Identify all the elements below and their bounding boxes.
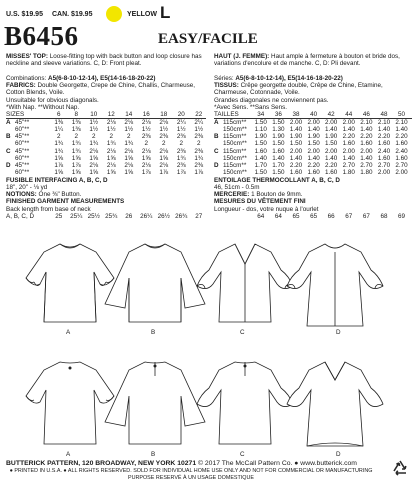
yardage-cell: 1.50 [254,169,267,177]
table-row [214,155,410,162]
yardage-cell: 1.60 [325,169,338,177]
english-description [6,53,206,67]
french-combinations-text: A5(6-8-10-12-14), E5(14-16-18-20-22) [235,75,343,82]
fabric-width: 115cm** [223,161,247,169]
back-length-cell: 26¾ [175,213,188,220]
yardage-cell: 1⅞ [141,169,151,177]
back-length-cell: 65 [310,213,318,220]
yardage-cell: 2.40 [377,147,391,155]
yardage-cell: 2.00 [360,147,373,155]
front-label-a: A [66,329,71,336]
english-back-length-values [50,213,208,220]
yardage-cell: 1.40 [360,154,373,162]
table-row [214,162,410,169]
size-cell: 42 [327,111,335,118]
english-combinations-text: A5(6-8-10-12-14), E5(14-16-18-20-22) [48,75,156,82]
size-cell: 10 [90,111,98,118]
size-cell: 22 [195,111,203,118]
size-cell: 50 [398,111,406,118]
recycle-icon [390,459,410,479]
yardage-cell: 2⅛ [159,147,169,155]
footer-copyright: © 2017 The McCall Pattern Co. ● www.butterick.com [198,460,357,467]
yardage-cell: 1.40 [377,126,391,134]
english-back-length-label: Back length from base of neck [6,206,91,213]
view-letter [6,155,15,162]
yardage-cell: 1½ [141,126,151,134]
yardage-cell: 2.20 [325,161,338,169]
french-back-length-values [252,213,410,220]
french-fabrics-label: TISSUS: [214,82,239,89]
yardage-cell: 1⅞ [54,161,64,169]
french-notions-label: MERCERIE: [214,191,250,198]
yardage-cell: 2.10 [377,119,391,126]
table-row [6,126,208,133]
fabric-width: 150cm** [223,140,247,148]
table-row [6,140,208,147]
back-length-cell: 67 [345,213,353,220]
yellow-color-dot [106,6,122,22]
fabric-width: 150cm** [223,154,247,162]
yardage-cell: 2⅜ [176,161,186,169]
yardage-cell: 2¼ [176,119,186,126]
yardage-cell: 1¾ [89,140,99,148]
yardage-cell: 1⅝ [71,169,81,177]
yardage-cell: 2.00 [342,119,355,126]
yardage-cell: 1.70 [272,161,285,169]
yardage-cell: 1.90 [325,133,338,141]
yardage-cell: 1⅞ [71,161,81,169]
french-metrage-table [214,119,410,176]
table-row [214,126,410,133]
yardage-cell: 1⅝ [89,169,99,177]
yardage-cell: 2 [109,133,113,141]
english-interfacing-text: 18", 20" - ⅛ yd [6,184,48,191]
view-letter [214,140,223,147]
yardage-cell: 2.70 [395,161,408,169]
yardage-cell: 2¼ [194,119,204,126]
yardage-cell: 2 [179,140,183,148]
yardage-cell: 1⅝ [124,154,134,162]
fabric-width: 45"** [15,147,30,155]
yardage-cell: 2⅜ [194,147,204,155]
english-notions-text: One ⅜" Button. [38,191,82,198]
view-letter [6,140,15,147]
back-length-cell: 25¾ [105,213,118,220]
view-letter: A [214,119,219,126]
yardage-cell: 2.00 [377,169,391,177]
yardage-cell: 2⅜ [159,133,169,141]
yardage-cell: 2⅜ [141,133,151,141]
yardage-cell: 1.60 [254,147,267,155]
fabric-width: 115cm** [223,119,247,126]
yardage-cell: 2 [161,140,166,148]
english-nap-note: *With Nap. **Without Nap. [6,104,80,111]
yardage-cell: 1.60 [377,140,391,148]
back-length-cell: 26 [125,213,133,220]
price-us: U.S. $19.95 [6,11,43,18]
yardage-cell: 2.00 [325,147,338,155]
table-row [6,148,208,155]
yardage-cell: 2⅛ [159,161,169,169]
yardage-cell: 2⅜ [176,133,186,141]
back-length-cell: 64 [274,213,282,220]
french-interfacing-label: ENTOILAGE THERMOCOLLANT A, B, C, D [214,177,340,184]
view-letter: D [214,161,219,169]
yardage-cell: 2.00 [307,147,320,155]
french-description [214,53,412,67]
yardage-cell: 2⅛ [106,161,116,169]
french-title-label: HAUT (J. FEMME): [214,53,270,60]
yardage-cell: 1½ [176,126,186,134]
sketch-front-b [105,244,205,322]
sketch-front-c [197,244,293,322]
yardage-cell: 2.70 [342,161,355,169]
view-letter [214,155,223,162]
view-letter [6,169,15,176]
yardage-cell: 1.10 [254,126,267,134]
yardage-cell: 1.50 [254,140,267,148]
front-label-d: D [336,329,341,336]
yardage-cell: 1.80 [342,169,355,177]
table-row [6,162,208,169]
size-cell: 16 [142,111,150,118]
yardage-cell: 2.70 [360,161,373,169]
english-yardage-table [6,119,208,176]
footer-line-1 [6,460,357,467]
size-letter: L [160,3,171,22]
english-fabrics [6,82,206,96]
yardage-cell: 2.20 [307,161,320,169]
english-back-length-views: A, B, C, D [6,213,34,220]
sketch-front-d [287,244,383,326]
size-cell: 18 [160,111,168,118]
table-row [6,155,208,162]
size-cell: 20 [177,111,185,118]
yardage-cell: 2 [126,133,131,141]
english-finished-label: FINISHED GARMENT MEASUREMENTS [6,198,125,205]
yardage-cell: 2⅛ [141,147,151,155]
yardage-cell: 1.60 [272,147,285,155]
yardage-cell: 1⅝ [106,169,116,177]
yardage-cell: 1.40 [360,126,373,134]
yardage-cell: 1¾ [71,140,81,148]
yardage-cell: 1¾ [54,147,64,155]
size-cell: 36 [274,111,282,118]
yardage-cell: 2 [144,140,148,148]
yardage-cell: 1¾ [194,154,204,162]
yardage-cell: 1.40 [307,126,320,134]
fabric-width: 45"** [15,119,30,126]
yardage-cell: 2⅛ [141,161,151,169]
table-row [214,119,410,126]
french-fabrics-text: Crêpe georgette double, Crêpe de Chine, Etamine, Charmeuse, Cotonnade, Voile. [214,82,383,97]
yardage-cell: 1.40 [325,126,338,134]
yardage-cell: 1⅝ [89,154,99,162]
yardage-cell: 2⅛ [106,119,116,126]
yardage-cell: 2.20 [395,133,408,141]
yardage-cell: 1⅜ [71,126,81,134]
table-row [6,133,208,140]
yardage-cell: 2.20 [377,133,391,141]
fabric-width: 150cm** [223,126,247,134]
yardage-cell: 2.00 [395,169,408,177]
english-unsuitable: Unsuitable for obvious diagonals. [6,97,99,104]
yardage-cell: 2.00 [342,147,355,155]
yardage-cell: 1.60 [395,154,408,162]
back-length-cell: 66 [327,213,335,220]
view-letter: A [6,119,11,126]
yardage-cell: 1.60 [395,140,408,148]
fabric-width: 60"** [15,154,30,162]
sketch-back-c [197,362,293,444]
back-label-c: C [240,451,245,458]
garment-sketches [0,222,416,467]
english-fabrics-text: Double Georgette, Crepe de Chine, Challis, Charmeuse, Cotton Blends, Voile. [6,82,196,97]
yardage-cell: 2⅛ [89,147,99,155]
yardage-cell: 1.40 [254,154,267,162]
yardage-cell: 1.50 [289,140,303,148]
sketch-back-d [287,362,383,446]
yardage-cell: 1.90 [289,133,303,141]
yardage-cell: 1.60 [377,154,391,162]
yardage-cell: 2⅛ [124,161,134,169]
yardage-cell: 1.40 [342,126,355,134]
english-sizes-label: SIZES [6,111,25,118]
french-combinations-label: Séries: [214,75,234,82]
back-length-cell: 69 [398,213,406,220]
back-length-cell: 65 [292,213,300,220]
size-cell: 44 [345,111,353,118]
french-notions-text: 1 Bouton de 9mm. [251,191,303,198]
yardage-cell: 2⅛ [159,119,169,126]
yardage-cell: 1.40 [307,154,320,162]
back-length-cell: 25½ [87,213,100,220]
yardage-cell: 1⅝ [71,154,81,162]
yardage-cell: 1⅜ [71,119,81,126]
yardage-cell: 1.60 [307,169,320,177]
yardage-cell: 1.40 [289,154,303,162]
french-title-text: Haut ample à fermeture à bouton et bride dos, variations d'encolure et de manche. C, D: Pli devant. [214,53,400,68]
yardage-cell: 1.80 [360,169,373,177]
yardage-cell: 2 [56,133,61,141]
yardage-cell: 2.20 [342,133,355,141]
yardage-cell: 2 [74,133,78,141]
yardage-cell: 2⅛ [106,147,116,155]
yardage-cell: 1⅝ [124,169,134,177]
table-row [214,148,410,155]
fabric-width: 60"** [15,126,30,134]
view-letter [214,169,223,176]
yardage-cell: 1⅝ [54,169,64,177]
size-cell: 6 [56,111,61,118]
yardage-cell: 2.10 [360,119,373,126]
yardage-cell: 1½ [194,126,204,134]
table-row [214,133,410,140]
yardage-cell: 1⅝ [141,154,151,162]
yardage-cell: 2.70 [377,161,391,169]
yardage-cell: 1.40 [395,126,408,134]
yardage-cell: 1.90 [254,133,267,141]
yardage-cell: 2.20 [360,133,373,141]
yardage-cell: 1⅞ [194,169,204,177]
yardage-cell: 2⅜ [176,147,186,155]
size-cell: 46 [362,111,370,118]
yardage-cell: 1.90 [307,133,320,141]
yardage-cell: 1½ [124,126,134,134]
front-label-c: C [240,329,245,336]
pattern-number: B6456 [4,21,79,51]
view-letter: C [214,147,219,155]
table-row [214,169,410,176]
fabric-width: 60"** [15,140,30,148]
yardage-cell: 1.50 [307,140,320,148]
yardage-cell: 1⅞ [159,169,169,177]
fabric-width: 115cm** [223,133,247,141]
back-label-b: B [151,451,156,458]
size-cell: 34 [257,111,265,118]
english-title-label: MISSES' TOP: [6,53,48,60]
footer-company: BUTTERICK PATTERN, 120 BROADWAY, NEW YORK 10271 [6,460,197,467]
table-row [6,169,208,176]
yardage-cell: 2.00 [325,119,338,126]
french-interfacing-text: 46, 51cm - 0.5m [214,184,260,191]
yardage-cell: 2.00 [289,147,303,155]
yardage-cell: 1½ [89,119,99,126]
fabric-width: 150cm** [223,169,247,177]
view-letter: B [214,133,219,141]
size-cell: 38 [292,111,300,118]
back-length-cell: 26¼ [140,213,153,220]
back-length-cell: 68 [380,213,388,220]
french-unsuitable: Grandes diagonales ne conviennent pas. [214,97,329,104]
yardage-cell: 1⅞ [176,169,186,177]
yardage-cell: 2.00 [307,119,320,126]
yardage-cell: 1.50 [272,169,285,177]
fabric-width: 45"** [15,161,30,169]
view-letter: D [6,161,11,169]
french-nap-note: *Avec Sens. **Sans Sens. [214,104,288,111]
french-fabrics [214,82,412,96]
yardage-cell: 2.00 [289,119,303,126]
yardage-cell: 1⅜ [54,119,64,126]
sketch-front-a [26,244,114,322]
french-sizes-label: TAILLES [214,111,239,118]
yardage-cell: 2⅛ [124,119,134,126]
english-fabrics-label: FABRICS: [6,82,36,89]
yardage-cell: 1¾ [71,147,81,155]
yardage-cell: 1.50 [325,140,338,148]
yardage-cell: 1.40 [289,126,303,134]
size-cell: 8 [74,111,78,118]
french-back-length-label: Longueur - dos, votre nuque à l'ourlet [214,206,319,213]
yardage-cell: 2⅜ [194,133,204,141]
yardage-cell: 2 [91,133,96,141]
english-combinations-label: Combinations: [6,75,47,82]
front-label-b: B [151,329,156,336]
yardage-cell: 1.60 [360,140,373,148]
yardage-cell: 1.30 [272,126,285,134]
yardage-cell: 2.20 [289,161,303,169]
yardage-cell: 2 [196,140,201,148]
yardage-cell: 1½ [159,126,169,134]
yardage-cell: 1.40 [325,154,338,162]
back-length-cell: 64 [257,213,265,220]
view-letter [6,126,15,133]
size-cell: 12 [107,111,115,118]
view-letter [214,126,223,133]
yardage-cell: 1.50 [272,119,285,126]
yardage-cell: 2.40 [395,147,408,155]
difficulty: EASY/FACILE [158,31,258,47]
yardage-cell: 1¾ [54,140,64,148]
back-length-cell: 25¼ [70,213,83,220]
yardage-cell: 1.60 [289,169,303,177]
yardage-cell: 2⅜ [194,161,204,169]
yardage-cell: 1⅝ [54,154,64,162]
sketch-back-a [26,362,114,444]
yardage-cell: 1¾ [106,140,116,148]
color-label: YELLOW [127,11,157,18]
back-label-d: D [336,451,341,458]
yardage-cell: 1.50 [272,140,285,148]
yardage-cell: 1.90 [272,133,285,141]
back-length-cell: 27 [195,213,203,220]
yardage-cell: 1¼ [54,126,64,134]
size-cell: 14 [125,111,133,118]
price-can: CAN. $19.95 [52,11,93,18]
view-letter: B [6,133,11,141]
back-length-cell: 25 [55,213,63,220]
english-interfacing-label: FUSIBLE INTERFACING A, B, C, D [6,177,108,184]
footer-line-2: ● PRINTED IN U.S.A. ● ALL RIGHTS RESERVED. SOLD FOR INDIVIDUAL HOME USE ONLY AND NOT FOR COMMERCIAL OR MANUFACTURING PURPOSE RESERVÉ À UN USAGE DOMESTIQUE [9,468,373,481]
yardage-cell: 1¾ [176,154,186,162]
yardage-cell: 2⅛ [141,119,151,126]
yardage-cell: 1⅝ [106,154,116,162]
yardage-cell: 2⅛ [89,161,99,169]
yardage-cell: 1.50 [254,119,267,126]
yardage-cell: 1.40 [272,154,285,162]
yardage-cell: 1.70 [254,161,267,169]
fabric-width: 115cm** [223,147,247,155]
sketch-back-b [105,362,205,444]
back-length-cell: 26½ [157,213,170,220]
english-title-text: Loose-fitting top with back button and loop closure has neckline and sleeve variations. C, D: Front pleat. [6,53,202,68]
yardage-cell: 2.10 [395,119,408,126]
size-cell: 40 [310,111,318,118]
back-label-a: A [66,451,71,458]
yardage-cell: 1¾ [124,140,134,148]
yardage-cell: 1½ [106,126,116,134]
yardage-cell: 1½ [89,126,99,134]
size-cell: 48 [380,111,388,118]
yardage-cell: 2⅛ [124,147,134,155]
english-notions-label: NOTIONS: [6,191,37,198]
french-finished-label: MESURES DU VÊTEMENT FINI [214,198,306,205]
view-letter: C [6,147,11,155]
back-length-cell: 67 [362,213,370,220]
yardage-cell: 1.60 [342,140,355,148]
yardage-cell: 1⅝ [159,154,169,162]
table-row [214,140,410,147]
fabric-width: 45"** [15,133,30,141]
yardage-cell: 1.40 [342,154,355,162]
fabric-width: 60"** [15,169,30,177]
